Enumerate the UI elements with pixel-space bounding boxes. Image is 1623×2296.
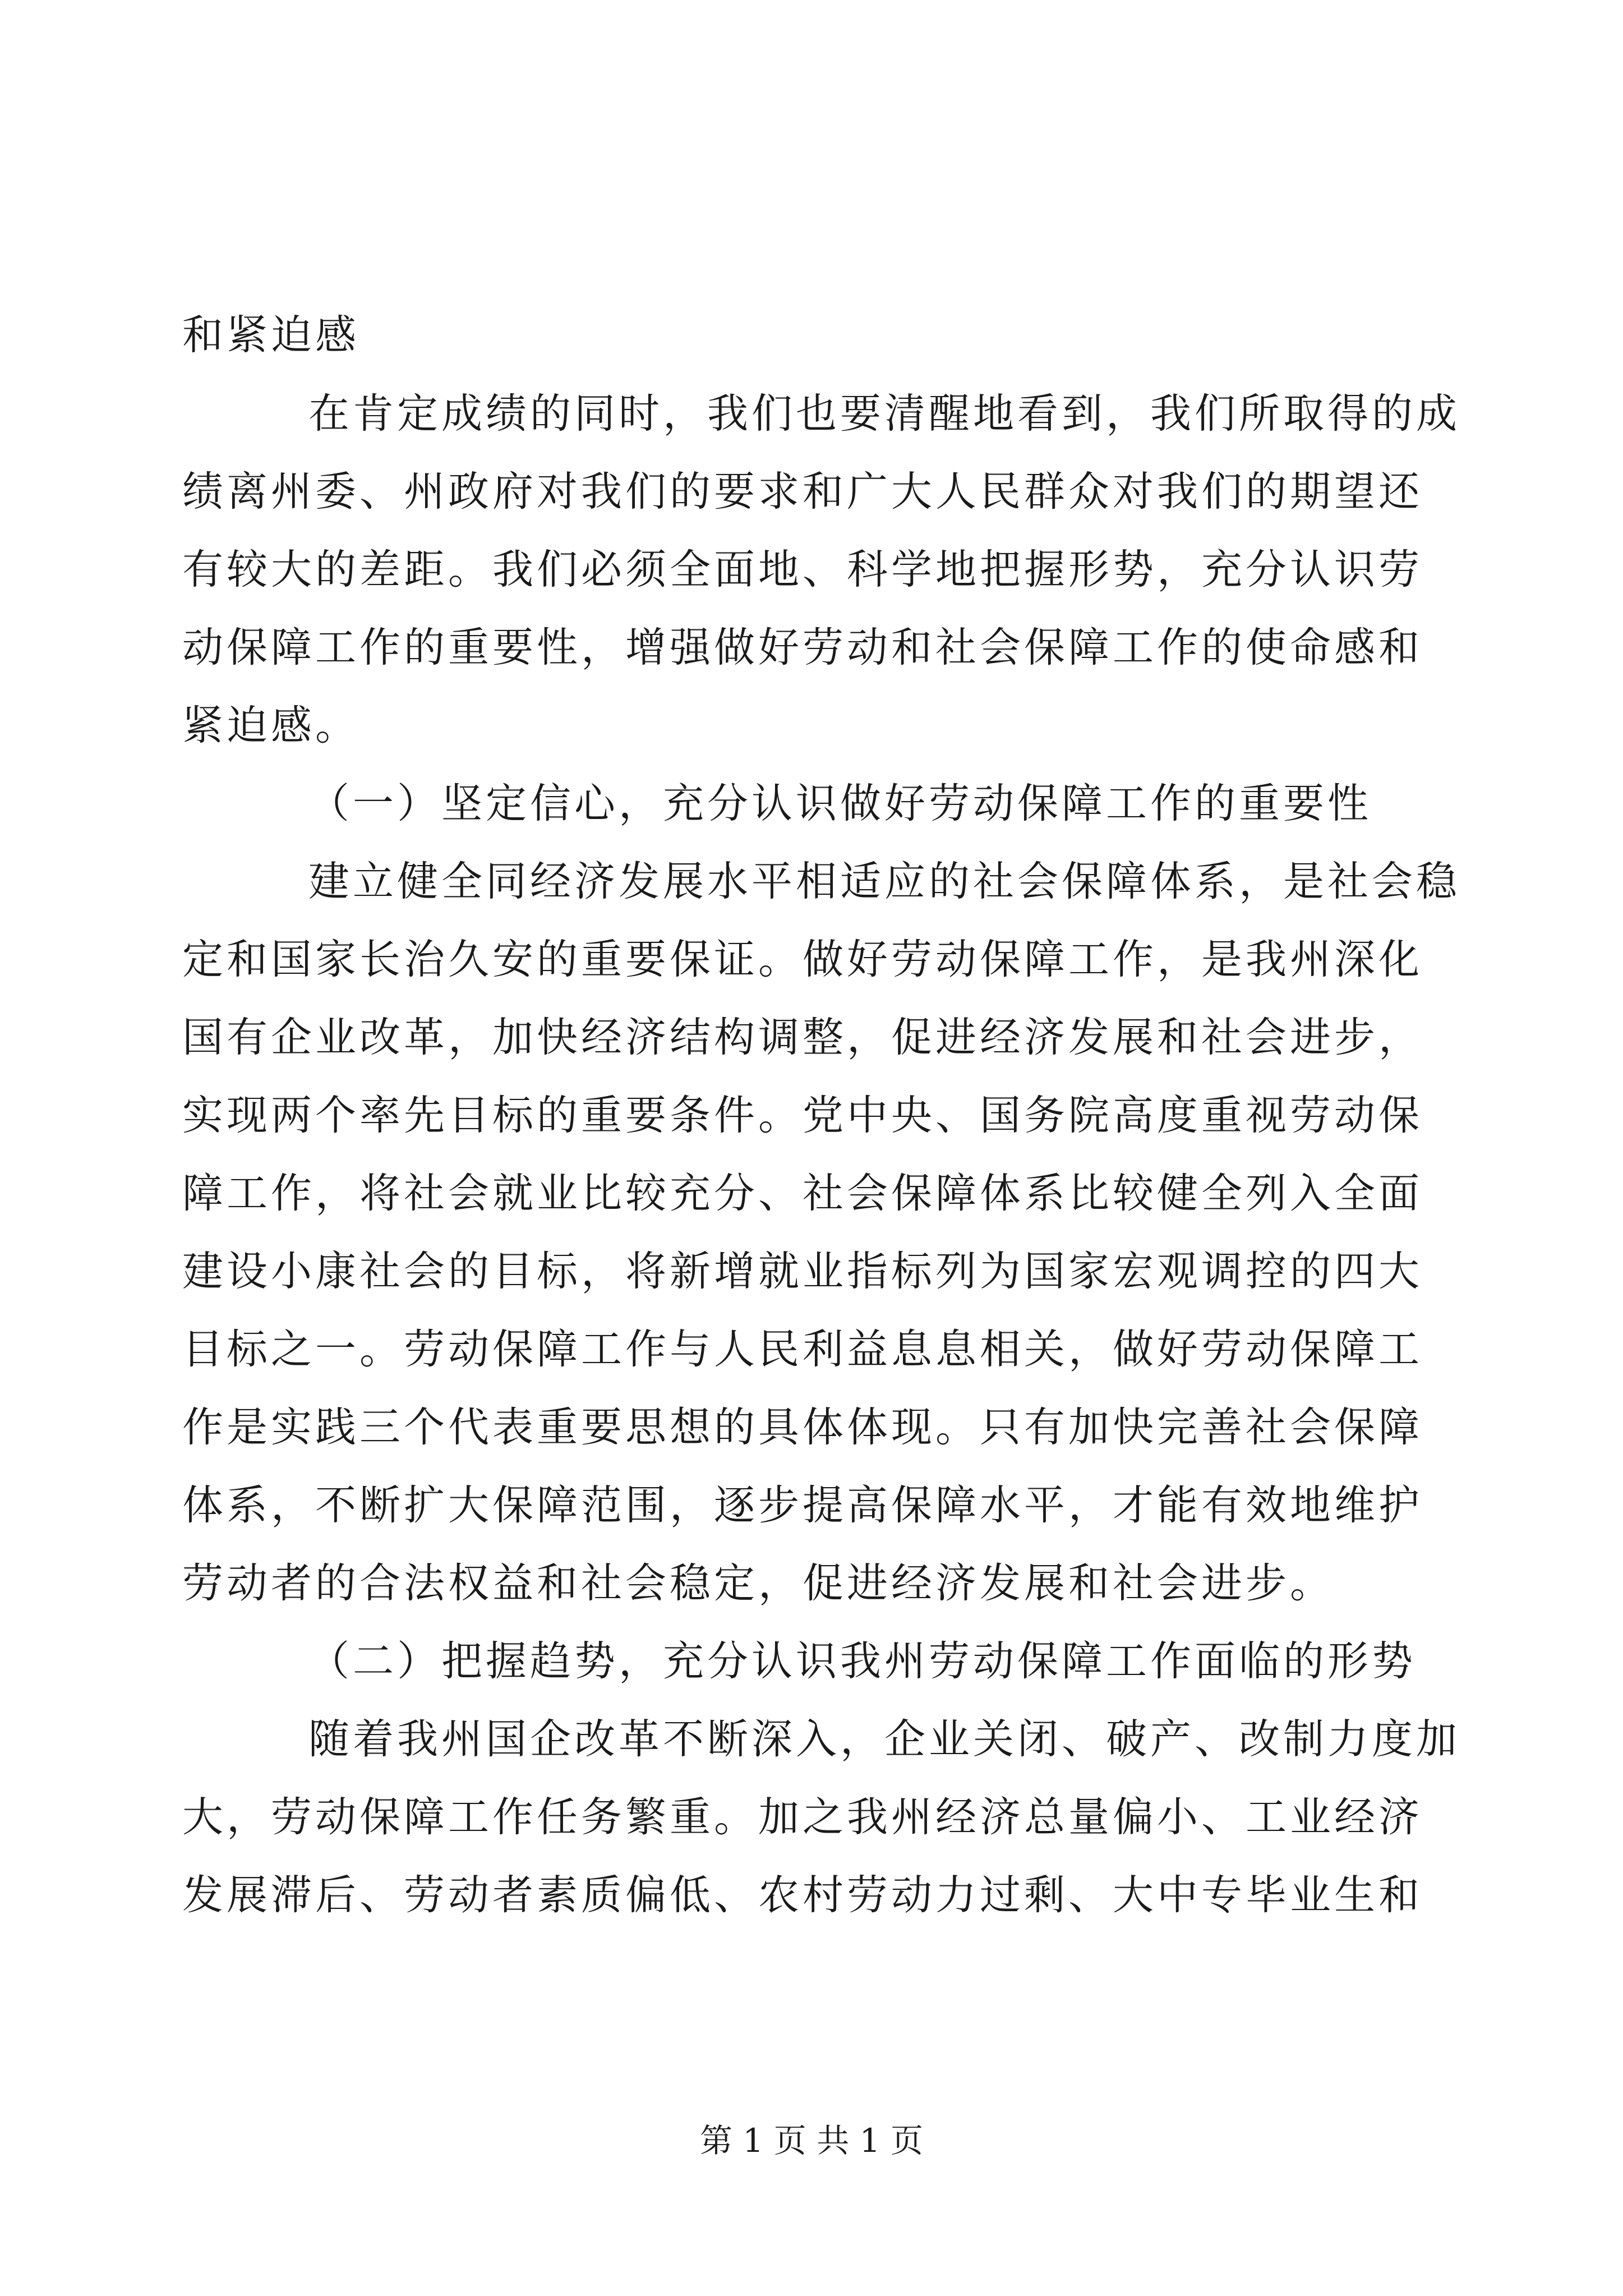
text-line: 实现两个率先目标的重要条件。党中央、国务院高度重视劳动保 — [182, 1092, 1423, 1139]
text-line: 随着我州国企改革不断深入，企业关闭、破产、改制力度加 — [308, 1715, 1460, 1763]
text-line: 紧迫感。 — [182, 702, 359, 749]
text-line: 障工作，将社会就业比较充分、社会保障体系比较健全列入全面 — [182, 1170, 1423, 1217]
text-line: 有较大的差距。我们必须全面地、科学地把握形势，充分认识劳 — [182, 546, 1423, 593]
text-line: 在肯定成绩的同时，我们也要清醒地看到，我们所取得的成 — [308, 390, 1460, 438]
text-line: 目标之一。劳动保障工作与人民利益息息相关，做好劳动保障工 — [182, 1326, 1423, 1373]
text-line: 动保障工作的重要性，增强做好劳动和社会保障工作的使命感和 — [182, 624, 1423, 671]
page-footer: 第 1 页 共 1 页 — [700, 2122, 923, 2160]
text-line: 体系，不断扩大保障范围，逐步提高保障水平，才能有效地维护 — [182, 1481, 1423, 1529]
text-line: 定和国家长治久安的重要保证。做好劳动保障工作，是我州深化 — [182, 936, 1423, 983]
text-line: 发展滞后、劳动者素质偏低、农村劳动力过剩、大中专毕业生和 — [182, 1871, 1423, 1919]
text-line: 建设小康社会的目标，将新增就业指标列为国家宏观调控的四大 — [182, 1248, 1423, 1295]
text-line: 国有企业改革，加快经济结构调整，促进经济发展和社会进步， — [182, 1014, 1423, 1061]
text-line: 和紧迫感 — [182, 311, 359, 359]
text-line: 大，劳动保障工作任务繁重。加之我州经济总量偏小、工业经济 — [182, 1793, 1423, 1841]
text-line: 作是实践三个代表重要思想的具体体现。只有加快完善社会保障 — [182, 1404, 1423, 1451]
text-line: 绩离州委、州政府对我们的要求和广大人民群众对我们的期望还 — [182, 468, 1423, 516]
section-heading: （二）把握趋势，充分认识我州劳动保障工作面临的形势 — [308, 1637, 1416, 1685]
text-line: 建立健全同经济发展水平相适应的社会保障体系，是社会稳 — [308, 858, 1460, 905]
text-line: 劳动者的合法权益和社会稳定，促进经济发展和社会进步。 — [182, 1559, 1334, 1607]
section-heading: （一）坚定信心，充分认识做好劳动保障工作的重要性 — [308, 780, 1372, 827]
